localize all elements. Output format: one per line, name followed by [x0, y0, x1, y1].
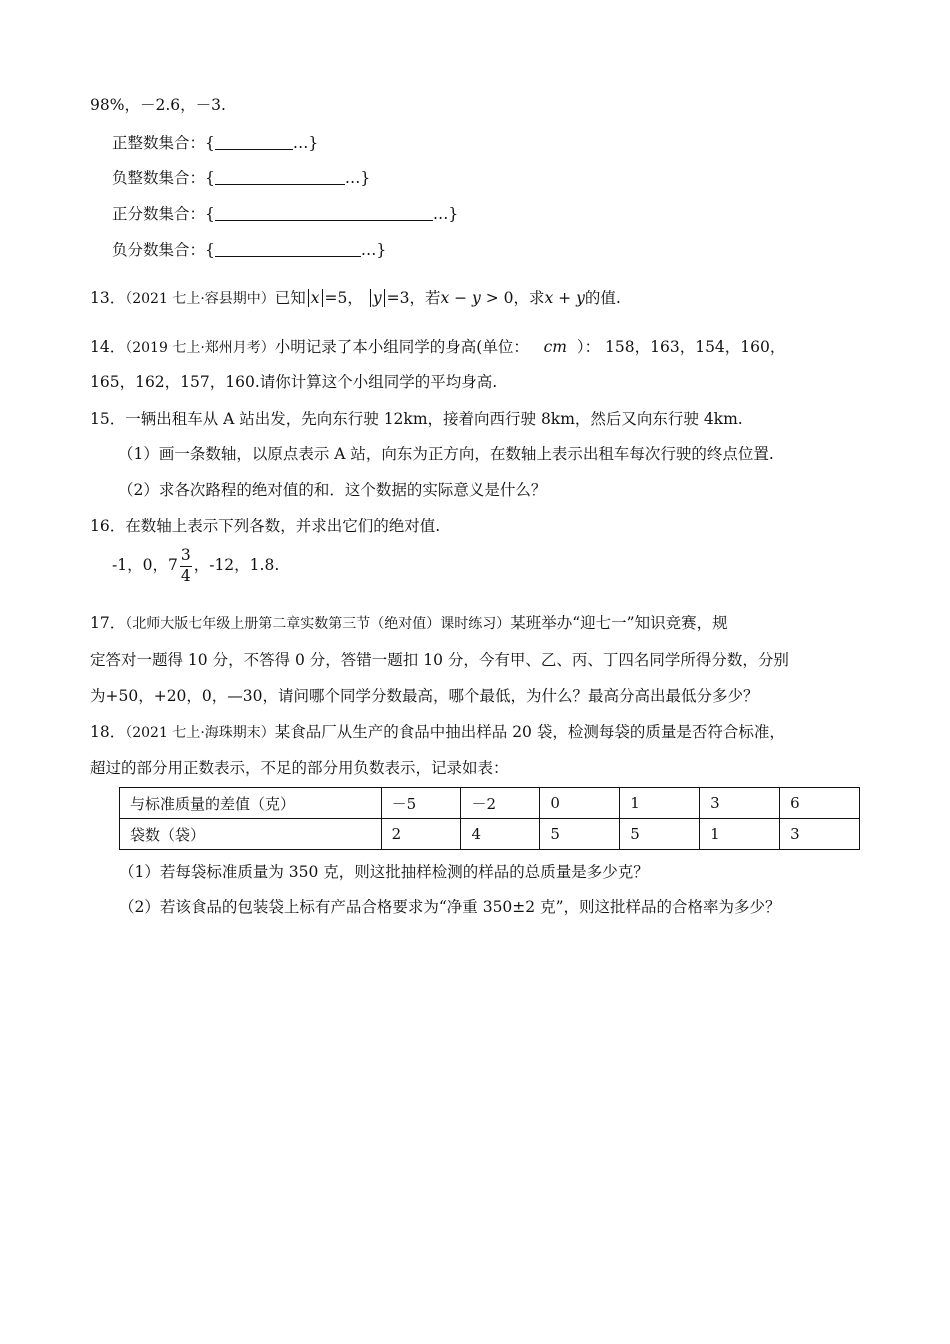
set-label: 正分数集合：{	[112, 205, 215, 223]
abs-bar	[370, 289, 371, 307]
question-16: 16．在数轴上表示下列各数，并求出它们的绝对值.	[90, 517, 441, 535]
q13-text: > 0，求	[480, 289, 545, 307]
set-label: 负分数集合：{	[112, 241, 215, 259]
question-17-line1	[90, 611, 728, 633]
positive-fraction-set	[112, 202, 458, 224]
q14-text: ）： 158，163，154，160，	[576, 338, 786, 356]
question-14-line2: 165，162，157，160.请你计算这个小组同学的平均身高.	[90, 373, 498, 391]
expr-x-minus-y: x − y	[440, 289, 481, 307]
table-cell: 1	[620, 788, 700, 819]
table-cell: －2	[461, 788, 540, 819]
question-number: 13．	[90, 289, 126, 307]
table-cell: 1	[700, 819, 780, 850]
set-label: 负整数集合：{	[112, 169, 215, 187]
set-end: …}	[292, 134, 319, 152]
question-source: （2021 七上·容县期中）	[125, 291, 275, 307]
table-cell: 3	[700, 788, 780, 819]
answer-blank[interactable]	[215, 170, 345, 185]
set-end: …}	[432, 205, 459, 223]
question-15: 15．一辆出租车从 A 站出发，先向东行驶 12km，接着向西行驶 8km，然后又向东行驶 4km.	[90, 410, 743, 428]
question-number: 18．	[90, 723, 126, 741]
q16-text: -1，0，7	[112, 556, 178, 574]
answer-blank[interactable]	[215, 206, 433, 221]
set-label: 正整数集合：{	[112, 134, 215, 152]
question-15-part1: （1）画一条数轴，以原点表示 A 站，向东为正方向，在数轴上表示出租车每次行驶的终点位置.	[118, 445, 774, 463]
answer-blank[interactable]	[215, 135, 293, 150]
q14-text: 小明记录了本小组同学的身高(单位：	[274, 338, 529, 356]
question-17-line3: 为+50，+20，0，—30，请问哪个同学分数最高，哪个最低，为什么？最高分高出最低分多少？	[90, 687, 759, 705]
numerator: 3	[180, 548, 192, 567]
table-cell: 与标准质量的差值（克）	[120, 788, 382, 819]
expr-x-plus-y: x + y	[544, 289, 585, 307]
denominator: 4	[180, 566, 191, 585]
question-number: 14．	[90, 338, 126, 356]
negative-fraction-set	[112, 238, 386, 260]
table-cell: 3	[780, 819, 860, 850]
question-18-part2: （2）若该食品的包装袋上标有产品合格要求为“净重 350±2 克”，则这批样品的合格率为多少？	[119, 898, 781, 916]
table-cell: 6	[780, 788, 860, 819]
question-14-line1	[90, 335, 785, 357]
var-y: y	[372, 289, 382, 307]
table-cell: 袋数（袋）	[120, 819, 382, 850]
question-source: （2019 七上·郑州月考）	[125, 340, 275, 356]
q17-text: 某班举办“迎七一”知识竞赛，规	[510, 614, 728, 632]
table-cell: 4	[461, 819, 540, 850]
abs-bar	[384, 289, 385, 307]
question-18-part1: （1）若每袋标准质量为 350 克，则这批抽样检测的样品的总质量是多少克？	[119, 863, 649, 881]
table-cell: 5	[620, 819, 700, 850]
question-13	[90, 286, 621, 308]
question-15-part2: （2）求各次路程的绝对值的和．这个数据的实际意义是什么？	[118, 481, 547, 499]
abs-bar	[322, 289, 323, 307]
set-end: …}	[360, 241, 387, 259]
table-cell: －5	[381, 788, 461, 819]
q13-text: 已知	[274, 289, 306, 307]
question-18-line1	[90, 720, 785, 742]
q13-text: =3，若	[386, 289, 441, 307]
table-row	[120, 788, 860, 819]
record-table	[119, 787, 860, 850]
question-source: （2021 七上·海珠期末）	[125, 725, 275, 741]
abs-bar	[308, 289, 309, 307]
positive-integer-set	[112, 131, 318, 153]
table-row	[120, 819, 860, 850]
unit-cm: cm	[543, 338, 567, 356]
table-cell: 0	[540, 788, 620, 819]
var-x: x	[310, 289, 320, 307]
table-cell: 5	[540, 819, 620, 850]
question-17-line2: 定答对一题得 10 分，不答得 0 分，答错一题扣 10 分，今有甲、乙、丙、丁四名同学所得分数，分别	[90, 651, 789, 669]
q13-text: =5，	[324, 289, 363, 307]
q18-text: 某食品厂从生产的食品中抽出样品 20 袋，检测每袋的质量是否符合标准，	[274, 723, 785, 741]
question-16-numbers	[112, 548, 279, 584]
answer-blank[interactable]	[215, 242, 361, 257]
question-source: （北师大版七年级上册第二章实数第三节（绝对值）课时练习）	[125, 616, 511, 632]
set-end: …}	[344, 169, 371, 187]
fraction-three-quarters	[180, 548, 192, 584]
question-18-line2: 超过的部分用正数表示，不足的部分用负数表示，记录如表：	[90, 759, 509, 777]
table-cell: 2	[381, 819, 461, 850]
q16-text: ，-12，1.8.	[193, 556, 280, 574]
q13-text: 的值.	[584, 289, 621, 307]
negative-integer-set	[112, 166, 370, 188]
q12-tail: 98%，－2.6，－3.	[90, 96, 226, 114]
question-number: 17．	[90, 614, 126, 632]
